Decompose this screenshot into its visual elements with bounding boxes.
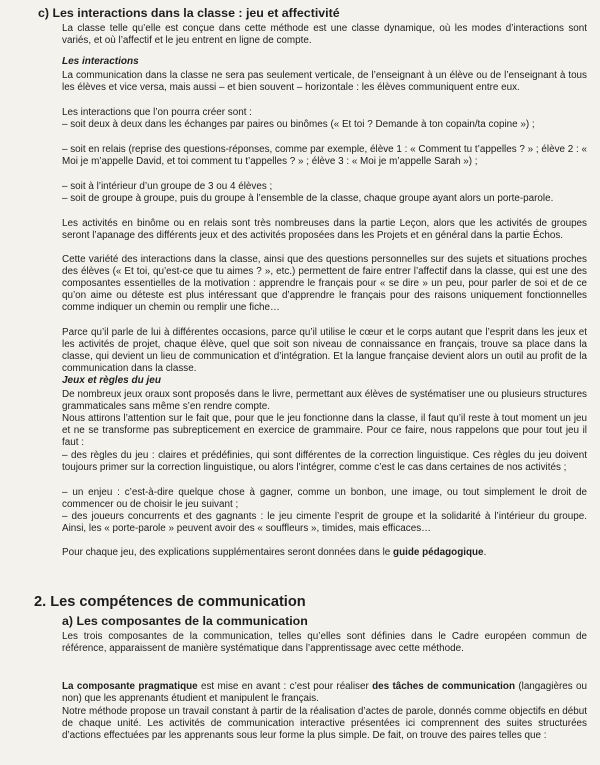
section-c-heading: c) Les interactions dans la classe : jeu et affectivité: [38, 6, 340, 20]
paragraph-parce: Parce qu’il parle de lui à différentes occasions, parce qu’il utilise le cœur et le corps autant que l’esprit dans les jeux et les activités de projet, chaque élève, quel que soit son niveau de connaissance en français, trouve sa place dans la classe, qui devient un lieu de communication et d’intégration. Et la langue française devient alors un outil au profit de la communication dans la classe.: [62, 327, 587, 375]
list-item-enjeu: – un enjeu : c’est-à-dire quelque chose à gagner, comme un bonbon, une image, ou tout simplement le droit de commencer ou de choisir le jeu suivant ;: [62, 487, 587, 511]
heading-jeux: Jeux et règles du jeu: [62, 375, 161, 386]
paragraph-communication: La communication dans la classe ne sera pas seulement verticale, de l’enseignant à un élève ou de l’enseignant à tous les élèves et vice versa, mais aussi – et bien souvent – horizontale : les élèves communiquent entre eux.: [62, 70, 587, 94]
taches-communication-emphasis: des tâches de communication: [372, 681, 515, 692]
paragraph-attirons: Nous attirons l’attention sur le fait que, pour que le jeu fonctionne dans la classe, il faut qu’il reste à tout moment un jeu et ne se transforme pas subrepticement en exercice de grammaire. Pour ce faire, nous rappelons que pour tout jeu il faut :: [62, 413, 587, 449]
list-item-deux-a-deux: – soit deux à deux dans les échanges par paires ou binômes (« Et toi ? Demande à ton copain/ta copine ») ;: [62, 119, 535, 130]
paragraph-pragmatique: [62, 681, 587, 705]
list-item-joueurs: – des joueurs concurrents et des gagnants : le jeu cimente l’esprit de groupe et la solidarité à l’intérieur du groupe. Ainsi, les « porte-parole » peuvent avoir des « souffleurs », timides, mais efficaces…: [62, 511, 587, 535]
chaque-jeu-text: Pour chaque jeu, des explications supplémentaires seront données dans le: [62, 547, 394, 558]
pragmatique-end: (langagières ou non) que les apprenants étudient et manipulent le français.: [62, 681, 588, 705]
paragraph-activites: Les activités en binôme ou en relais sont très nombreuses dans la partie Leçon, alors que les activités de groupes seront l’apanage des différents jeux et des activités proposées dans les Projets et en général dans la partie Échos.: [62, 218, 587, 242]
list-item-regles: – des règles du jeu : claires et prédéfinies, qui sont différentes de la correction linguistique. Ces règles du jeu doivent toujours primer sur la correction linguistique, ou alors l’intégrer, comme c’est le cas dans certaines de nos activités ;: [62, 450, 587, 474]
pragmatique-text: est mise en avant : c’est pour réaliser: [197, 681, 373, 692]
guide-pedagogique-emphasis: guide pédagogique: [393, 547, 484, 558]
paragraph-notre-methode: Notre méthode propose un travail constant à partir de la réalisation d’actes de parole, donnés comme objectifs en début de chaque unité. Les activités de communication interactive présentées ici comprennent des suites structurées d’actions effectuées par les apprenants sous leur forme la plus simple. De fait, on trouve des paires telles que :: [62, 706, 587, 742]
list-item-relais: – soit en relais (reprise des questions-réponses, comme par exemple, élève 1 : « Comment tu t’appelles ? » ; élève 2 : « Moi je m’appelle David, et toi comment tu t’appelles ? » ; élève 3 : « Moi je m’appelle Sarah ») ;: [62, 144, 587, 168]
list-item-groupe-a-groupe: – soit de groupe à groupe, puis du groupe à l’ensemble de la classe, chaque groupe ayant alors un porte-parole.: [62, 193, 554, 204]
paragraph-trois-composantes: Les trois composantes de la communication, telles qu’elles sont définies dans le Cadre européen commun de référence, apparaissent de manière systématique dans l’apprentissage avec cette méthode.: [62, 631, 587, 655]
paragraph-chaque-jeu: [62, 547, 587, 559]
section-a-heading: a) Les composantes de la communication: [62, 614, 308, 628]
chaque-jeu-end: .: [483, 547, 487, 558]
section-2-heading: 2. Les compétences de communication: [34, 594, 306, 610]
list-item-groupe: – soit à l’intérieur d’un groupe de 3 ou 4 élèves ;: [62, 181, 273, 192]
paragraph-jeux-oraux: De nombreux jeux oraux sont proposés dans le livre, permettant aux élèves de systématiser une ou plusieurs structures grammaticales sans même s’en rendre compte.: [62, 389, 587, 413]
paragraph-interactions-list-intro: Les interactions que l’on pourra créer sont :: [62, 107, 252, 118]
paragraph-intro: La classe telle qu’elle est conçue dans cette méthode est une classe dynamique, où les modes d’interactions sont variés, et où l’affectif et le jeu entrent en ligne de compte.: [62, 23, 587, 47]
heading-interactions: Les interactions: [62, 56, 139, 67]
composante-pragmatique-emphasis: La composante pragmatique: [62, 681, 198, 692]
paragraph-variete: Cette variété des interactions dans la classe, ainsi que des questions personnelles sur des sujets et situations proches des élèves (« Et toi, qu’est-ce que tu aimes ? », etc.) permettent de faire entrer l’affectif dans la classe, qui est une des composantes essentielles de la motivation : apprendre le français pour « se dire » un peu, pour parler de soi et de ce qu’on aime ou déteste est plus intéressant que d’apprendre le français pour des raisons uniquement fonctionnelles comme indiquer un chemin ou remplir une fiche…: [62, 254, 587, 314]
